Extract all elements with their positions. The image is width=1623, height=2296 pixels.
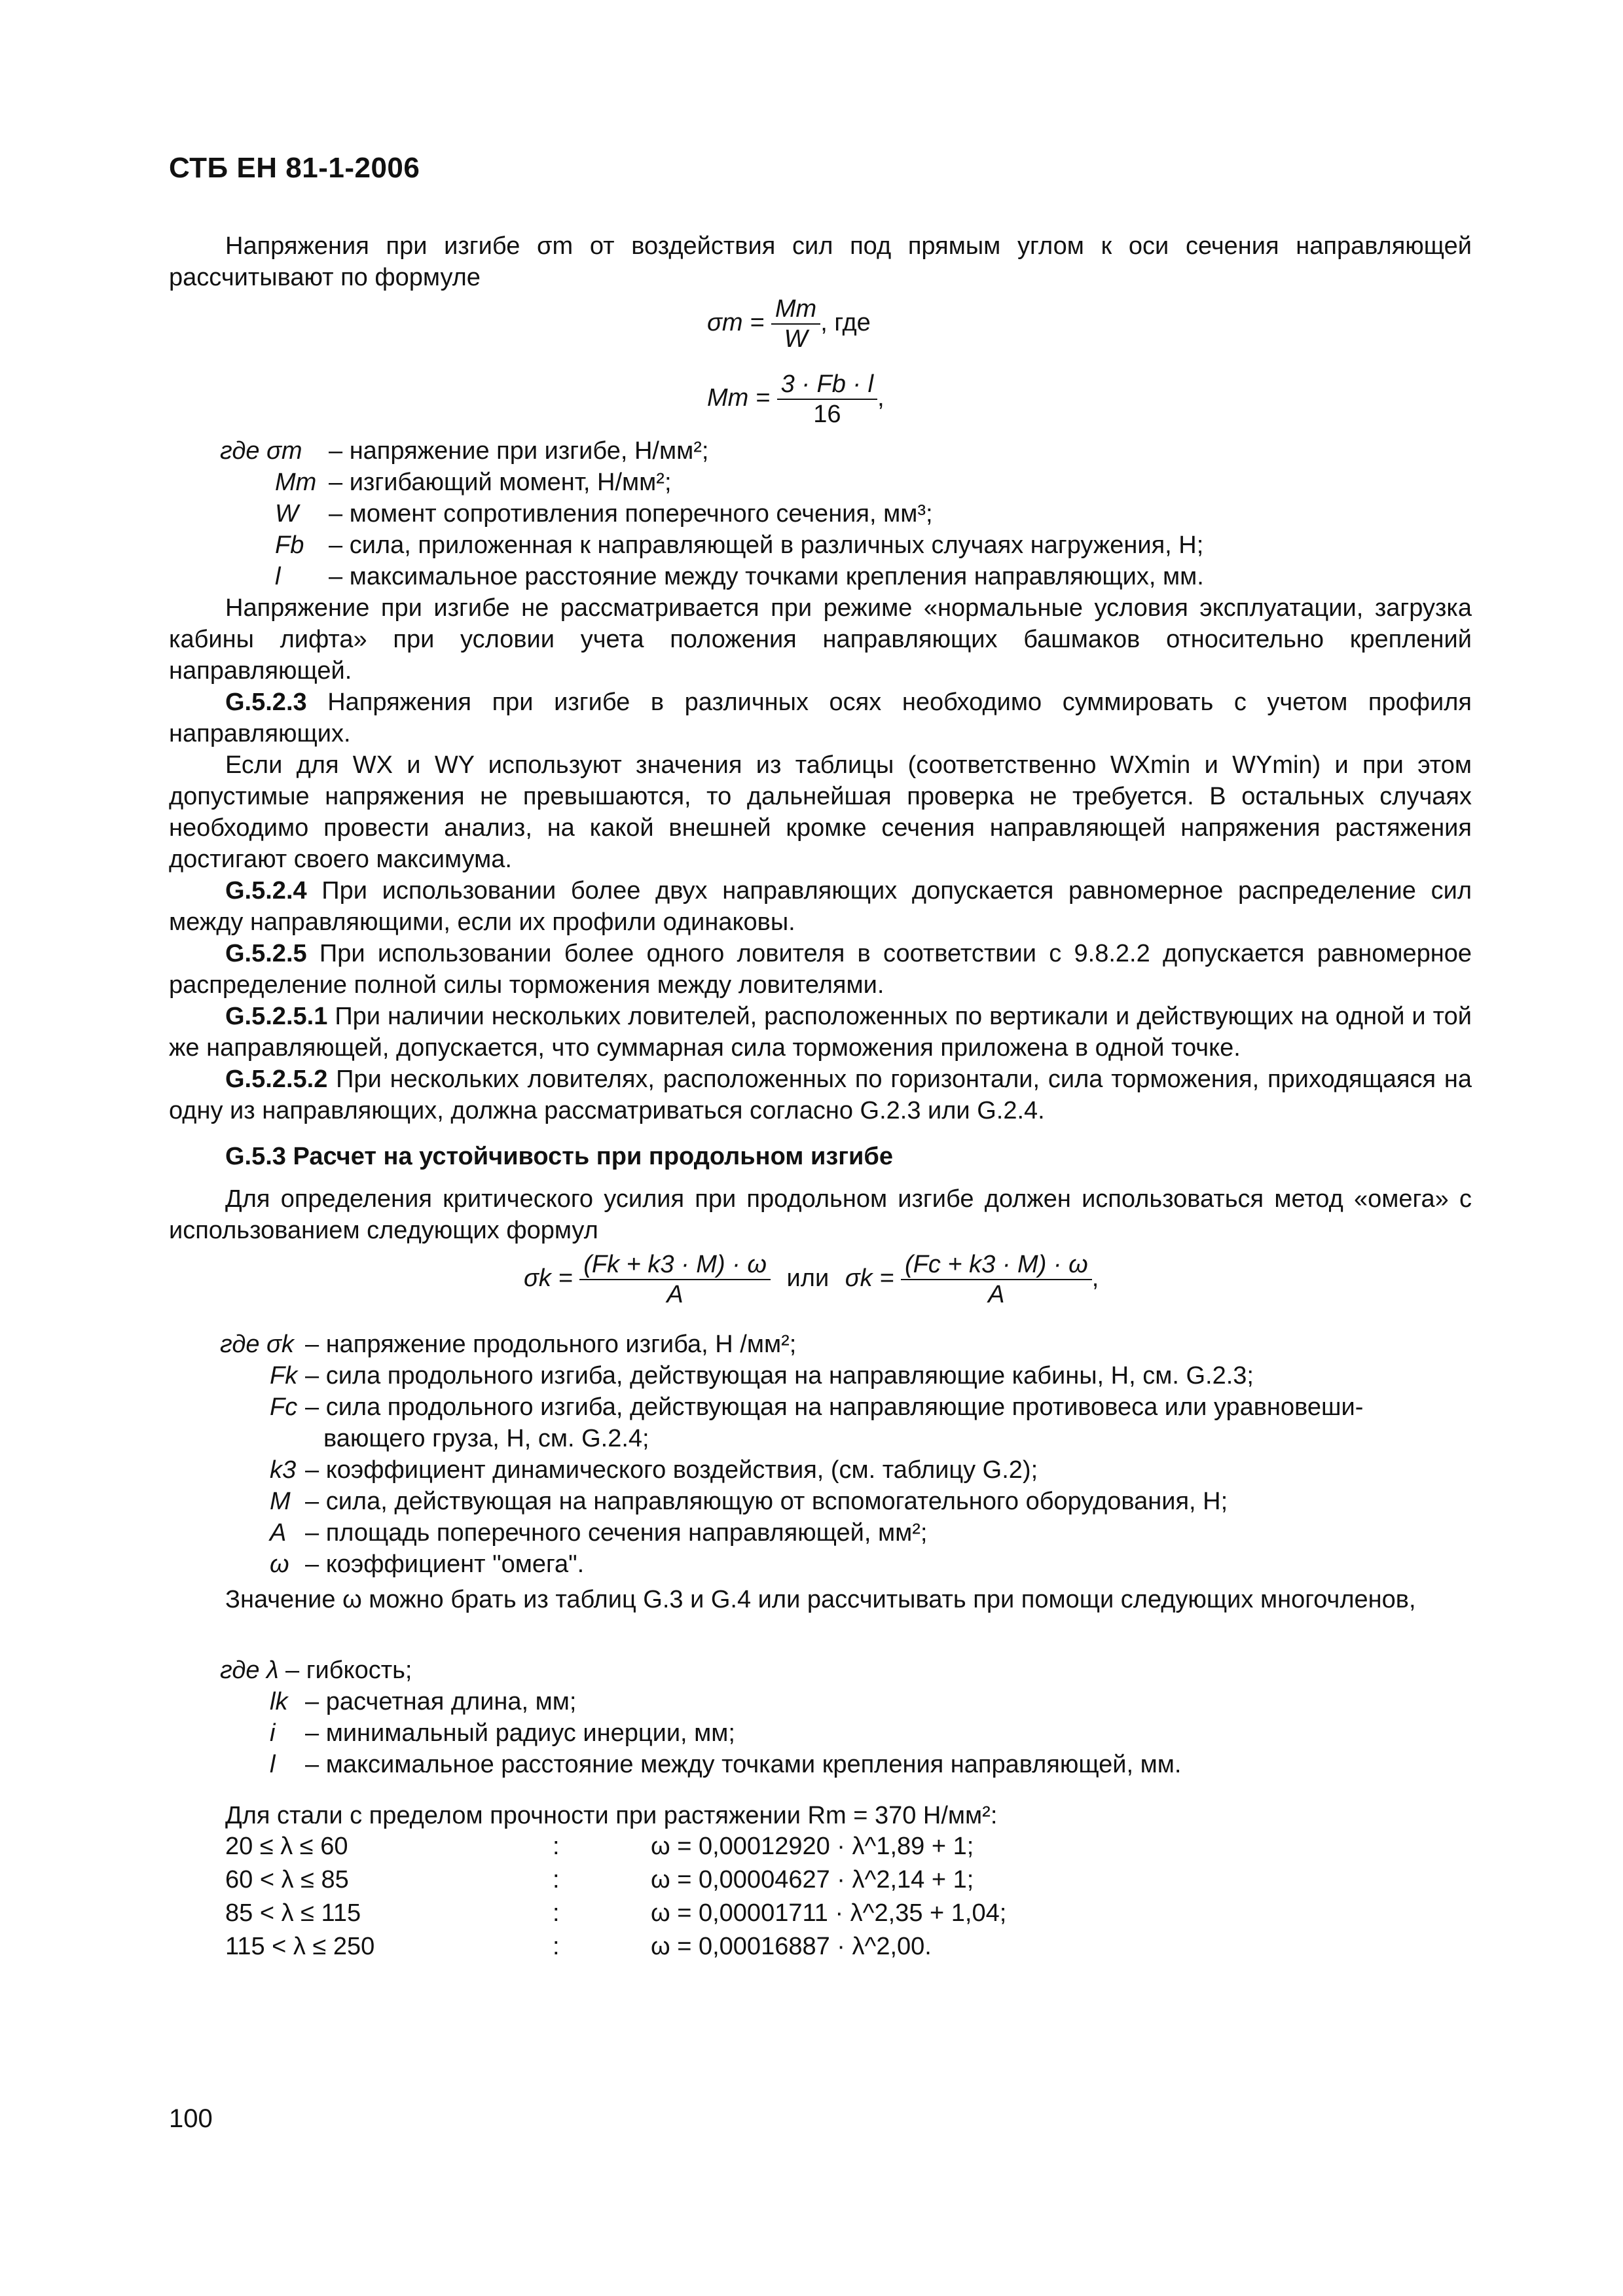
definition-row [270, 1517, 927, 1549]
definition-row [270, 1360, 1254, 1391]
clause-number: G.5.2.3 [225, 689, 307, 716]
formula-sigma-m [707, 295, 871, 353]
definition-text: – гибкость; [285, 1657, 412, 1684]
polynomial-formula: ω = 0,00012920 · λ^1,89 + 1; [651, 1833, 974, 1860]
polynomial-range: 20 ≤ λ ≤ 60 [225, 1833, 348, 1860]
clause-number: G.5.2.4 [225, 877, 307, 905]
formula-denominator: A [988, 1281, 1005, 1308]
definition-symbol: где σk [220, 1331, 294, 1358]
clause-g5251 [169, 1001, 1472, 1064]
definition-row [220, 1655, 412, 1686]
polynomial-formula: ω = 0,00016887 · λ^2,00. [651, 1933, 932, 1960]
definition-row [270, 1749, 1181, 1780]
definition-text: – момент сопротивления поперечного сечения, мм³; [329, 500, 933, 528]
definition-row [270, 1549, 584, 1580]
formula-numerator: 3 · Fb · l [777, 370, 877, 400]
clause-number: G.5.2.5.1 [225, 1003, 328, 1030]
formula-numerator: Mm [771, 295, 820, 325]
polynomial-row [225, 1833, 974, 1861]
formula-moment [707, 370, 884, 429]
definition-text: – минимальный радиус инерции, мм; [305, 1719, 735, 1747]
definition-symbol: Fb [275, 531, 304, 559]
definition-text: – напряжение при изгибе, Н/мм²; [329, 437, 709, 465]
definition-symbol: M [270, 1488, 291, 1515]
definition-symbol: k3 [270, 1456, 297, 1484]
formula-tail: , [1091, 1265, 1099, 1293]
definition-text: – максимальное расстояние между точками крепления направляющих, мм. [329, 563, 1204, 590]
definition-symbol: lk [270, 1688, 288, 1715]
polynomial-range: 115 < λ ≤ 250 [225, 1933, 375, 1960]
page-number: 100 [169, 2104, 213, 2133]
formula-sigma-k [524, 1250, 1099, 1309]
paragraph-section-modulus: Если для WX и WY используют значения из таблицы (соответственно WXmin и WYmin) и при этом допустимые напряжения не превышаются, то дальнейшая проверка не требуется. В остальных случаях необходимо провести анализ, на какой внешней кромке сечения направляющей напряжения растяжения достигают своего максимума. [169, 751, 1472, 873]
paragraph-not-considered: Напряжение при изгибе не рассматривается при режиме «нормальные условия эксплуатации, загрузка кабины лифта» при условии учета положения направляющих башмаков относительно креплений направляющей. [169, 594, 1472, 685]
polynomial-colon: : [553, 1933, 560, 1960]
definition-text: – коэффициент "омега". [305, 1551, 585, 1578]
formula-fraction [579, 1250, 771, 1309]
polynomial-formula: ω = 0,00004627 · λ^2,14 + 1; [651, 1866, 974, 1893]
polynomial-colon: : [553, 1866, 560, 1893]
formula-tail: , [877, 384, 884, 412]
clause-text: При нескольких ловителях, расположенных по горизонтали, сила торможения, приходящаяся на одну из направляющих, должна рассматриваться согласно G.2.3 или G.2.4. [169, 1066, 1472, 1124]
definition-row [270, 1686, 576, 1717]
definition-symbol: W [275, 500, 299, 528]
clause-text: При использовании более одного ловителя в соответствии с 9.8.2.2 допускается равномерное распределение полной силы торможения между ловителями. [169, 940, 1472, 999]
definition-text: – сила, приложенная к направляющей в различных случаях нагружения, Н; [329, 531, 1204, 559]
definition-row [270, 1454, 1038, 1486]
definition-row [275, 498, 933, 529]
polynomial-row [225, 1866, 974, 1894]
formula-denominator: A [666, 1281, 684, 1308]
clause-g524 [169, 875, 1472, 938]
definition-symbol: где σm [220, 437, 302, 465]
definition-symbol: A [270, 1519, 287, 1547]
formula-numerator: (Fk + k3 · M) · ω [579, 1250, 771, 1280]
definition-row [275, 467, 672, 498]
clause-text: При наличии нескольких ловителей, расположенных по вертикали и действующих на одной и той же направляющей, допускается, что суммарная сила торможения приложена в одной точке. [169, 1003, 1472, 1062]
definition-row [275, 561, 1204, 592]
formula-numerator: (Fc + k3 · M) · ω [901, 1250, 1092, 1280]
clause-g525 [169, 938, 1472, 1001]
formula-lhs: σm = [707, 309, 765, 337]
polynomial-colon: : [553, 1899, 560, 1927]
polynomial-range: 60 < λ ≤ 85 [225, 1866, 349, 1893]
polynomial-range: 85 < λ ≤ 115 [225, 1899, 361, 1927]
formula-lhs: Mm = [707, 384, 771, 412]
definition-symbol: ω [270, 1551, 289, 1578]
formula-lhs: σk = [524, 1265, 573, 1293]
definition-text: – площадь поперечного сечения направляющей, мм²; [305, 1519, 928, 1547]
formula-fraction [901, 1250, 1092, 1309]
definition-text: вающего груза, Н, см. G.2.4; [323, 1425, 649, 1452]
paragraph-bending-stress: Напряжения при изгибе σm от воздействия сил под прямым углом к оси сечения направляющей рассчитывают по формуле [169, 232, 1472, 291]
formula-lhs: σk = [845, 1265, 894, 1293]
formula-fraction [777, 370, 877, 429]
definition-text: – сила продольного изгиба, действующая на направляющие кабины, Н, см. G.2.3; [305, 1362, 1254, 1390]
document-header: СТБ ЕН 81-1-2006 [169, 152, 420, 184]
definition-text: – сила продольного изгиба, действующая на направляющие противовеса или уравновеши- [305, 1393, 1364, 1421]
formula-denominator: W [784, 325, 808, 353]
definition-row [220, 1329, 796, 1360]
definition-symbol: Fc [270, 1393, 298, 1421]
polynomial-formula: ω = 0,00001711 · λ^2,35 + 1,04; [651, 1899, 1007, 1927]
formula-denominator: 16 [813, 401, 841, 428]
clause-number: G.5.2.5 [225, 940, 307, 967]
clause-text: Напряжения при изгибе в различных осях необходимо суммировать с учетом профиля направляющих. [169, 689, 1472, 747]
formula-fraction [771, 295, 820, 353]
definition-text: – напряжение продольного изгиба, Н /мм²; [305, 1331, 797, 1358]
polynomial-row [225, 1933, 932, 1961]
definition-row [270, 1391, 1363, 1423]
steel-intro: Для стали с пределом прочности при растяжении Rm = 370 Н/мм²: [225, 1802, 998, 1829]
definition-text: – расчетная длина, мм; [305, 1688, 577, 1715]
definition-row [220, 435, 708, 467]
definition-text: – сила, действующая на направляющую от вспомогательного оборудования, Н; [305, 1488, 1228, 1515]
section-heading-g53: G.5.3 Расчет на устойчивость при продольном изгибе [225, 1143, 894, 1170]
formula-or: или [786, 1265, 830, 1293]
clause-text: При использовании более двух направляющих допускается равномерное распределение сил между направляющими, если их профили одинаковы. [169, 877, 1472, 936]
definition-row [270, 1486, 1228, 1517]
polynomial-colon: : [553, 1833, 560, 1860]
clause-g523 [169, 687, 1472, 749]
definition-symbol: l [275, 563, 281, 590]
definition-symbol: Fk [270, 1362, 298, 1390]
definition-symbol: где λ [220, 1657, 279, 1684]
paragraph-omega-method: Для определения критического усилия при продольном изгибе должен использоваться метод «омега» с использованием следующих формул [169, 1185, 1472, 1244]
clause-number: G.5.2.5.2 [225, 1066, 328, 1093]
paragraph-omega-polynomials: Значение ω можно брать из таблиц G.3 и G.4 или рассчитывать при помощи следующих многочленов, [225, 1586, 1416, 1613]
definition-text: – максимальное расстояние между точками крепления направляющей, мм. [305, 1751, 1182, 1778]
definition-continuation [323, 1423, 649, 1454]
definition-symbol: i [270, 1719, 276, 1747]
definition-row [270, 1717, 735, 1749]
formula-tail: , где [820, 309, 871, 337]
polynomial-row [225, 1899, 1006, 1928]
definition-text: – коэффициент динамического воздействия, (см. таблицу G.2); [305, 1456, 1038, 1484]
definition-text: – изгибающий момент, Н/мм²; [329, 469, 672, 496]
definition-symbol: l [270, 1751, 276, 1778]
definition-row [275, 529, 1203, 561]
definition-symbol: Mm [275, 469, 317, 496]
clause-g5252 [169, 1064, 1472, 1126]
